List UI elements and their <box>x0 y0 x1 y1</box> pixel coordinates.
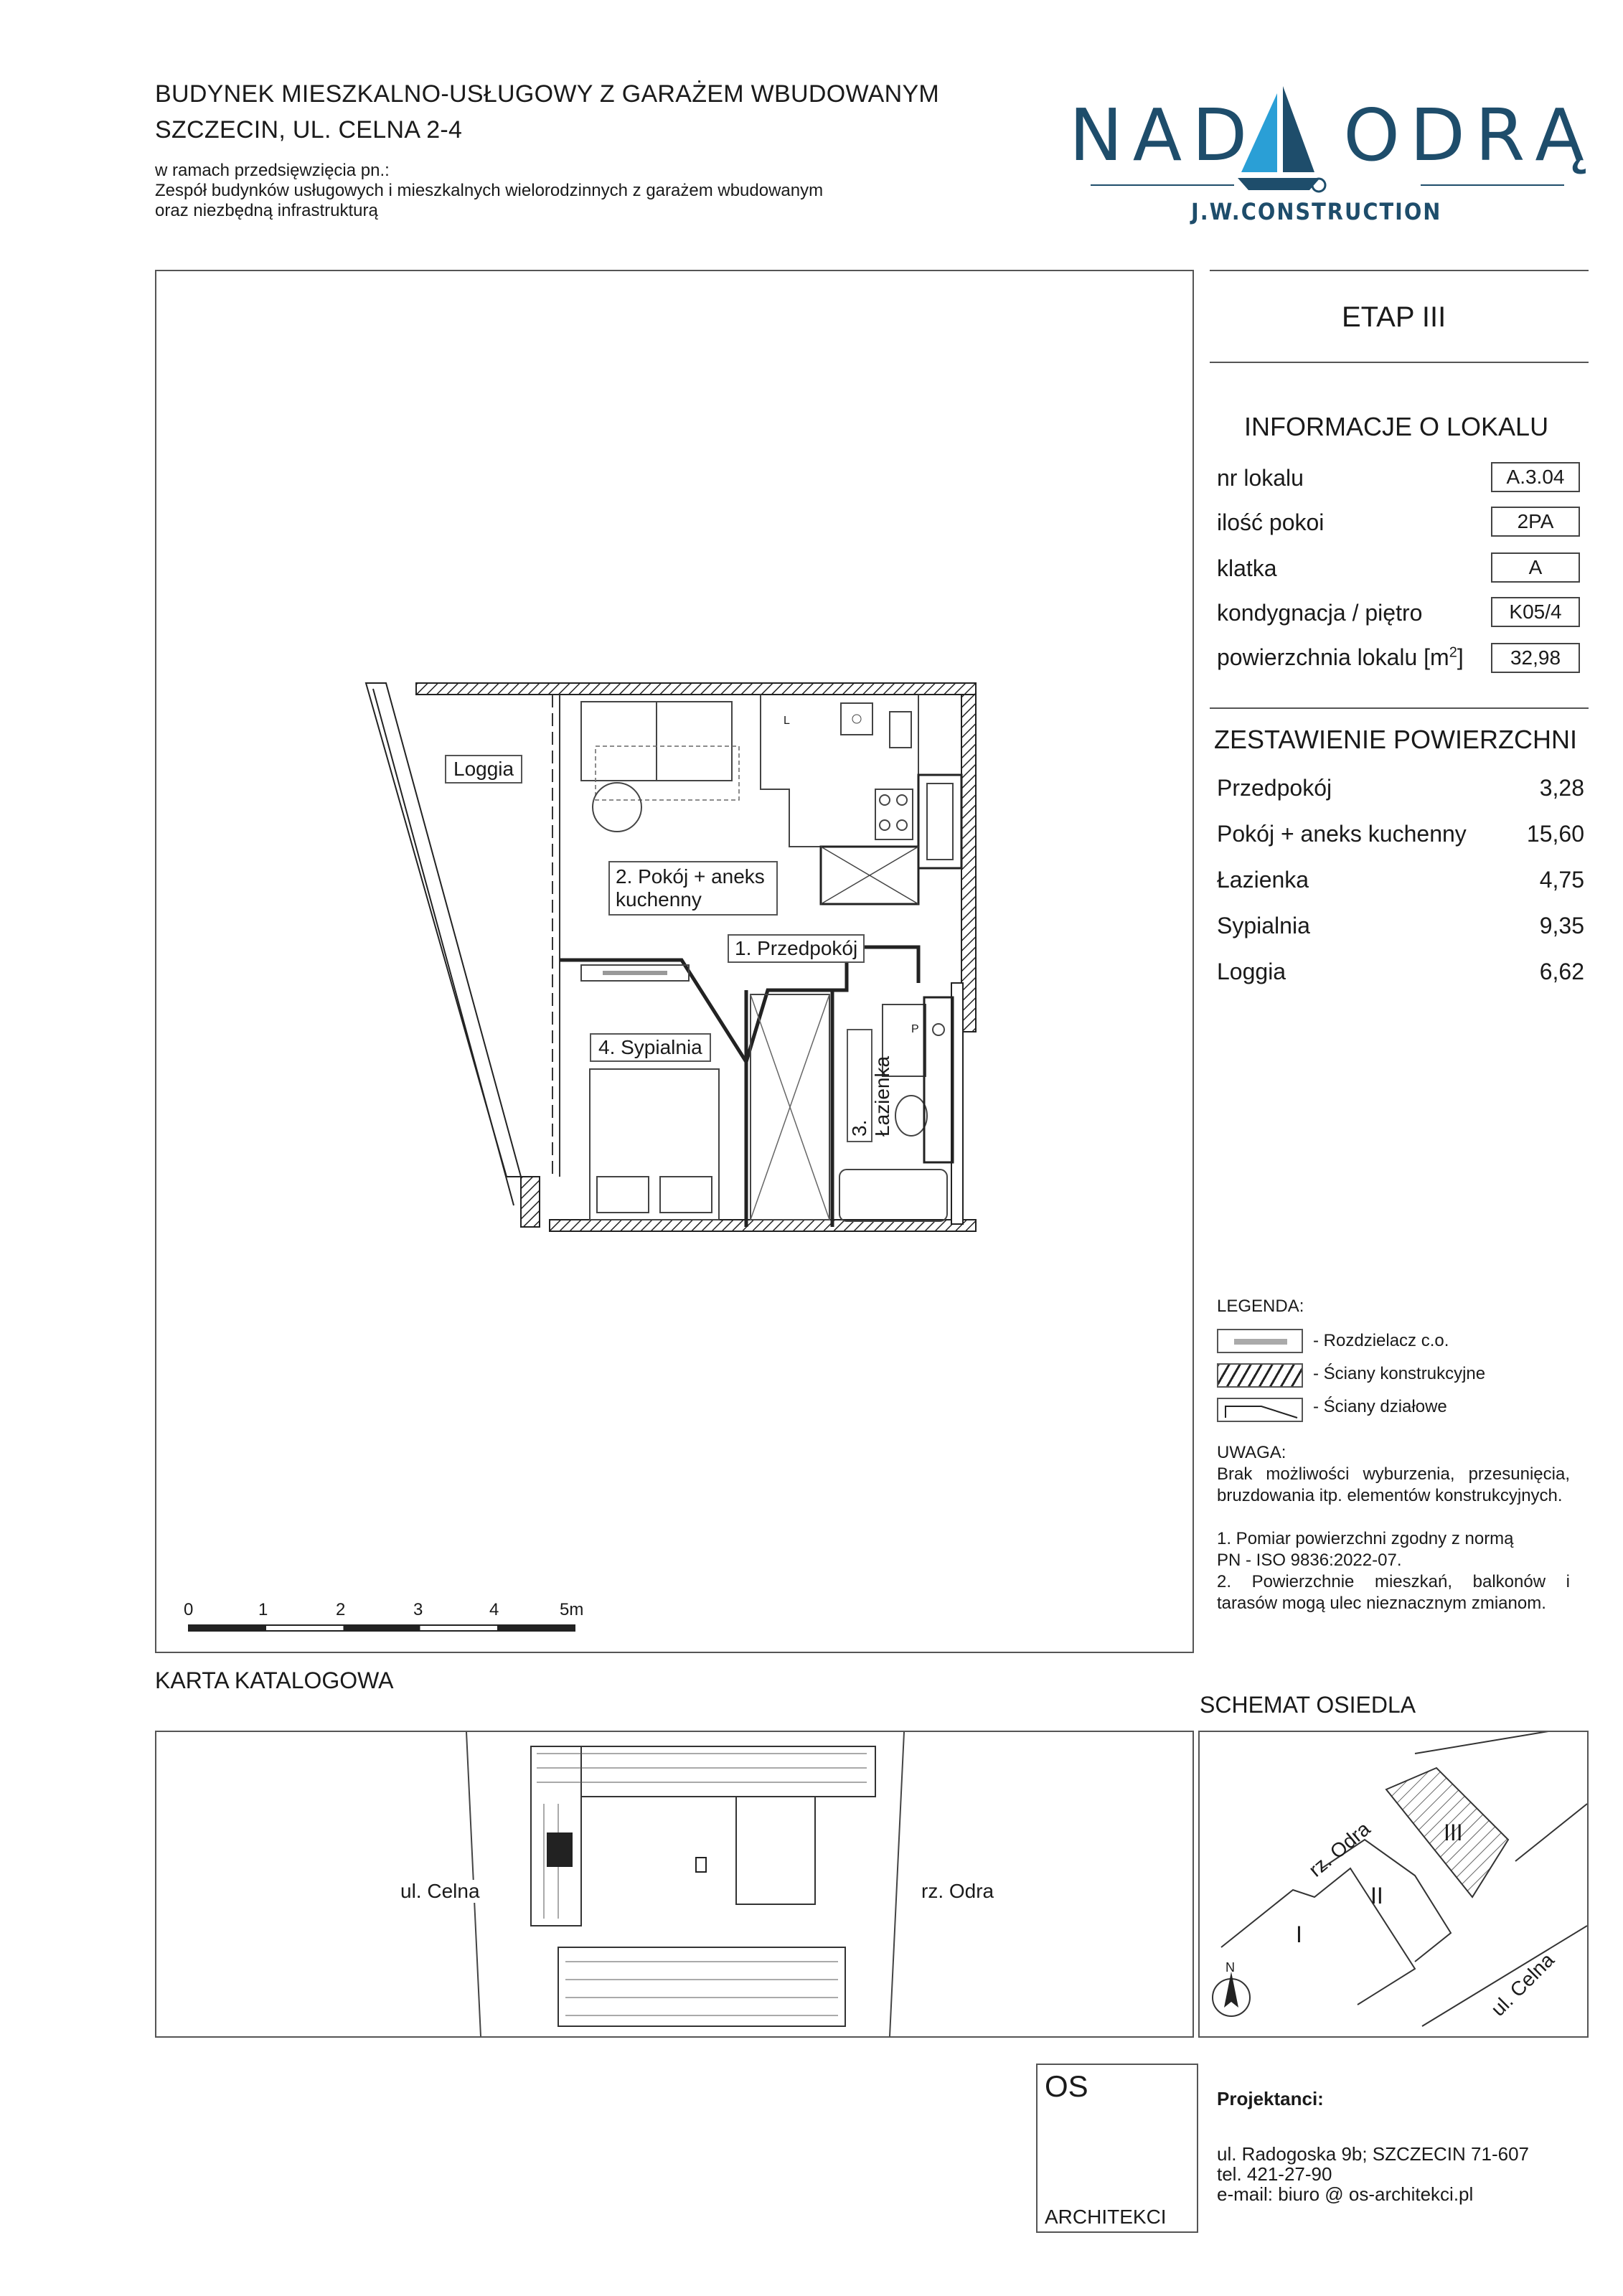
legend-item-dzialowe: - Ściany działowe <box>1313 1397 1447 1416</box>
apartment-location-marker <box>547 1832 573 1867</box>
map-label-street: ul. Celna <box>400 1880 480 1902</box>
info-value-powierzchnia: 32,98 <box>1491 643 1580 673</box>
legend-item-rozdzielacz: - Rozdzielacz c.o. <box>1313 1331 1449 1350</box>
areas-title: ZESTAWIENIE POWIERZCHNI <box>1214 725 1578 754</box>
legend-swatch-dzialowe <box>1217 1398 1303 1422</box>
schema-building-3: III <box>1444 1820 1463 1845</box>
logo-name: NAD ODRĄ <box>1069 93 1594 177</box>
logo-subtitle: J.W.CONSTRUCTION <box>1191 198 1442 225</box>
area-label-sypialnia: Sypialnia <box>1217 913 1310 938</box>
floor-plan <box>344 674 1005 1248</box>
area-value-przedpokoj: 3,28 <box>1539 775 1584 801</box>
projektanci-label: Projektanci: <box>1217 2088 1324 2109</box>
project-title: BUDYNEK MIESZKALNO-USŁUGOWY Z GARAŻEM WBUDOWANYM <box>155 80 940 108</box>
scale-tick-1: 1 <box>258 1600 268 1619</box>
etap-label: ETAP III <box>1342 301 1446 333</box>
schema-label-river: rz. Odra <box>1304 1817 1375 1881</box>
architect-os: OS <box>1045 2069 1088 2103</box>
scale-bar <box>184 1600 585 1643</box>
schema-north: N <box>1226 1960 1235 1975</box>
info-value-pokoi: 2PA <box>1491 507 1580 537</box>
scale-tick-3: 3 <box>413 1600 423 1619</box>
project-description: w ramach przedsięwzięcia pn.: Zespół budynków usługowych i mieszkalnych wielorodzinnych z garażem wbudowanym oraz niezbędną infrastrukturą <box>155 161 824 220</box>
room-label-przedpokoj: 1. Przedpokój <box>728 934 865 963</box>
area-label-przedpokoj: Przedpokój <box>1217 775 1332 801</box>
info-label-nr: nr lokalu <box>1217 465 1304 491</box>
architect-logo <box>1036 2064 1198 2233</box>
info-title: INFORMACJE O LOKALU <box>1244 412 1549 441</box>
scale-tick-5: 5m <box>560 1600 584 1619</box>
site-schema <box>1198 1731 1589 2038</box>
schema-label-street: ul. Celna <box>1487 1948 1559 2020</box>
architect-name: ARCHITEKCI <box>1045 2206 1167 2228</box>
helm-icon <box>1312 179 1325 192</box>
legend-item-konstrukcyjne: - Ściany konstrukcyjne <box>1313 1364 1486 1383</box>
area-value-loggia: 6,62 <box>1539 959 1584 984</box>
legend-swatch-rozdzielacz <box>1217 1329 1303 1353</box>
room-label-pokoj: 2. Pokój + aneks kuchenny <box>608 861 778 916</box>
info-label-powierzchnia: powierzchnia lokalu $[m^2]$ <box>1217 644 1464 670</box>
fixture-label-l: L <box>784 715 790 727</box>
area-label-pokoj: Pokój + aneks kuchenny <box>1217 821 1467 847</box>
legend-title: LEGENDA: <box>1217 1297 1304 1316</box>
room-label-loggia: Loggia <box>445 755 522 784</box>
location-map <box>155 1731 1194 2038</box>
room-label-sypialnia: 4. Sypialnia <box>590 1033 711 1062</box>
schema-building-2: II <box>1370 1883 1383 1909</box>
info-value-klatka: A <box>1491 552 1580 583</box>
schema-building-1: I <box>1296 1921 1302 1947</box>
area-label-lazienka: Łazienka <box>1217 867 1309 893</box>
info-label-klatka: klatka <box>1217 555 1277 581</box>
scale-tick-4: 4 <box>489 1600 499 1619</box>
info-value-kondygnacja: K05/4 <box>1491 597 1580 627</box>
area-value-pokoj: 15,60 <box>1526 821 1584 847</box>
area-value-sypialnia: 9,35 <box>1539 913 1584 938</box>
notes: UWAGA: Brak możliwości wyburzenia, przesunięcia, bruzdowania itp. elementów konstrukcyjnych. 1. Pomiar powierzchni zgodny z normą PN - ISO 9836:2022-07. 2. Powierzchnie mieszkań, balkonów i tarasów mogą ulec nieznacznym zmianom. <box>1217 1443 1570 1613</box>
schemat-osiedla-label: SCHEMAT OSIEDLA <box>1200 1692 1416 1718</box>
legend-swatch-konstrukcyjne <box>1217 1363 1303 1388</box>
map-label-river: rz. Odra <box>921 1880 994 1902</box>
area-value-lazienka: 4,75 <box>1539 867 1584 893</box>
area-label-loggia: Loggia <box>1217 959 1286 984</box>
room-label-lazienka: 3. Łazienka <box>847 1029 872 1142</box>
project-address: SZCZECIN, UL. CELNA 2-4 <box>155 116 463 144</box>
scale-tick-0: 0 <box>184 1600 194 1619</box>
scale-tick-2: 2 <box>336 1600 346 1619</box>
fixture-label-p: P <box>911 1023 919 1035</box>
karta-katalogowa-label: KARTA KATALOGOWA <box>155 1667 394 1693</box>
info-label-kondygnacja: kondygnacja / piętro <box>1217 600 1423 626</box>
designer-contact: ul. Radogoska 9b; SZCZECIN 71-607 tel. 421-27-90 e-mail: biuro @ os-architekci.pl <box>1217 2143 1529 2205</box>
info-label-pokoi: ilość pokoi <box>1217 509 1325 535</box>
info-value-nr: A.3.04 <box>1491 462 1580 492</box>
